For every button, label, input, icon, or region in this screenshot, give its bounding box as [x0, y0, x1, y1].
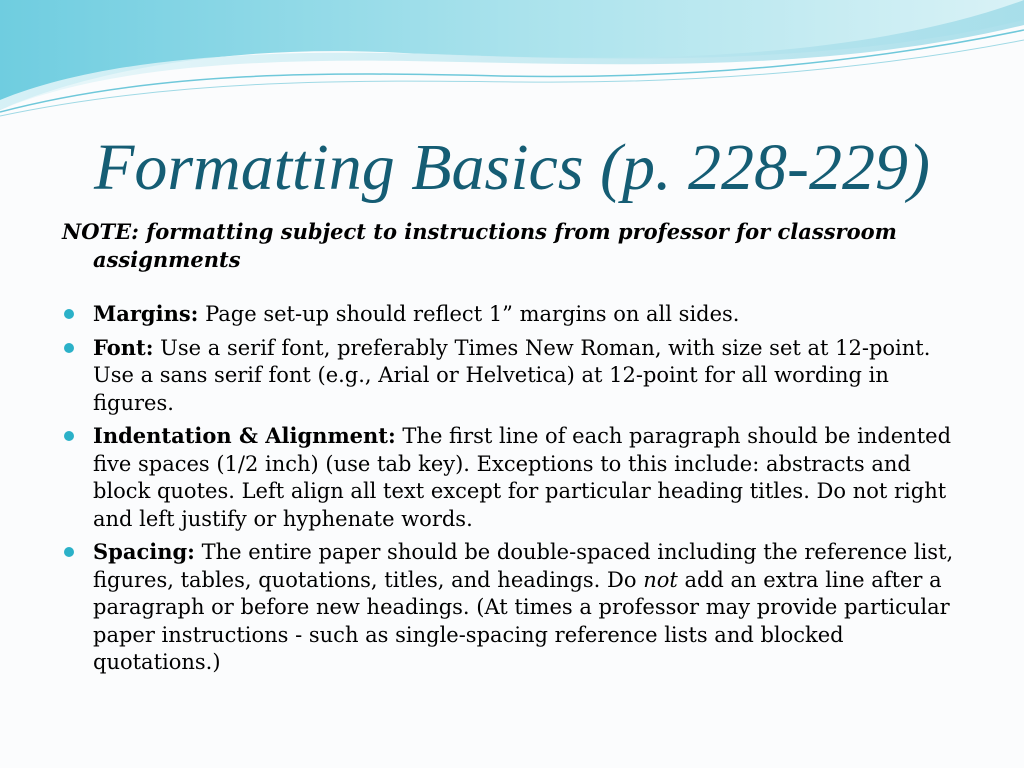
emphasis-text: not — [643, 567, 678, 592]
bullet-text: add an extra line after a paragraph or before new headings. (At times a professor may provide particular paper instructions - such as single-spacing reference lists and blocked quotations.) — [93, 567, 950, 674]
bullet-term: Indentation & Alignment: — [93, 423, 396, 448]
bullet-text: The first line of each paragraph should be indented five spaces (1/2 inch) (use tab key). Exceptions to this include: abstracts and block quotes. Left align all text except for particular heading titles. Do not right and left justify or hyphenate words. — [93, 424, 952, 531]
bullet-icon — [64, 431, 74, 441]
bullet-text: The entire paper should be double-spaced including the reference list, figures, tables, quotations, titles, and headings. Do — [93, 540, 954, 592]
note-text: NOTE: formatting subject to instructions from professor for classroom assignments — [62, 219, 897, 272]
decorative-wave-header — [0, 0, 1024, 130]
list-item — [62, 300, 962, 329]
bullet-term: Margins: — [93, 301, 199, 326]
list-item — [62, 334, 962, 418]
bullet-text: Use a serif font, preferably Times New Roman, with size set at 12-point. Use a sans serif font (e.g., Arial or Helvetica) at 12-point for all wording in figures. — [93, 335, 931, 415]
bullet-icon — [64, 343, 74, 353]
bullet-icon — [64, 309, 74, 319]
bullet-list — [62, 300, 962, 682]
list-item — [62, 422, 962, 533]
bullet-text: Page set-up should reflect 1” margins on all sides. — [198, 302, 740, 326]
slide-title: Formatting Basics (p. 228-229) — [94, 131, 930, 204]
bullet-term: Font: — [93, 334, 154, 360]
bullet-icon — [64, 547, 74, 557]
bullet-term: Spacing: — [93, 539, 195, 564]
list-item — [62, 538, 962, 677]
